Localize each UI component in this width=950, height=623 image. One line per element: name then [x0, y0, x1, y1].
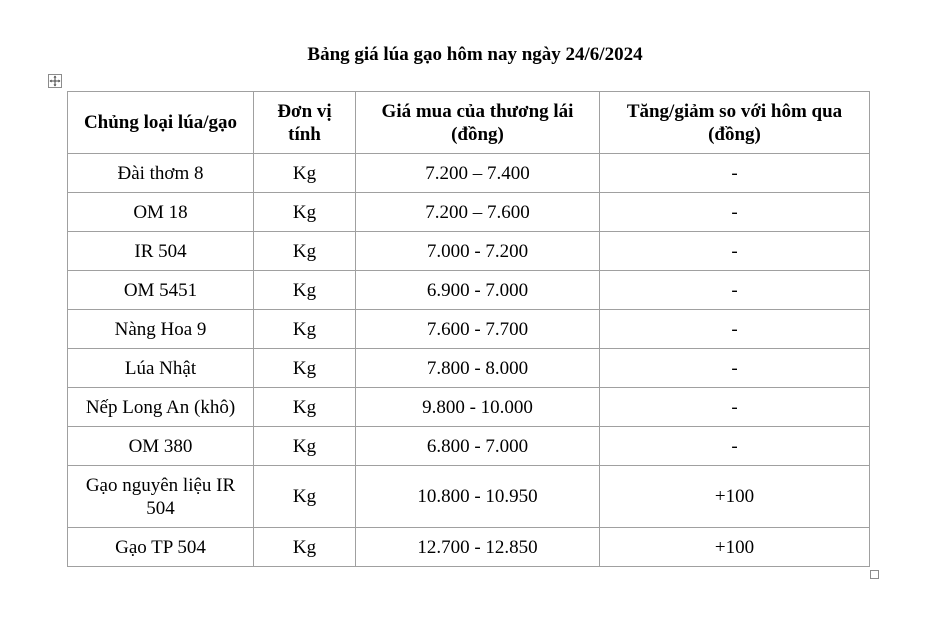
- unit-cell: Kg: [254, 528, 356, 566]
- unit-cell: Kg: [254, 310, 356, 349]
- table-row: [68, 427, 869, 466]
- table-resize-handle-icon[interactable]: [870, 570, 879, 579]
- change-cell: -: [600, 427, 869, 466]
- table-row: [68, 349, 869, 388]
- header-change: Tăng/giảm so với hôm qua (đồng): [600, 92, 869, 154]
- unit-cell: Kg: [254, 388, 356, 427]
- table-row: [68, 528, 869, 566]
- table-row: [68, 154, 869, 193]
- header-variety: Chủng loại lúa/gạo: [68, 92, 254, 154]
- table-row: [68, 193, 869, 232]
- change-cell: -: [600, 388, 869, 427]
- unit-cell: Kg: [254, 271, 356, 310]
- price-cell: 10.800 - 10.950: [356, 466, 600, 528]
- variety-cell: Nàng Hoa 9: [68, 310, 254, 349]
- change-cell: -: [600, 232, 869, 271]
- unit-cell: Kg: [254, 349, 356, 388]
- variety-cell: Gạo nguyên liệu IR 504: [68, 466, 254, 528]
- change-cell: -: [600, 349, 869, 388]
- variety-cell: OM 380: [68, 427, 254, 466]
- header-unit: Đơn vị tính: [254, 92, 356, 154]
- change-cell: -: [600, 154, 869, 193]
- change-cell: -: [600, 271, 869, 310]
- price-cell: 12.700 - 12.850: [356, 528, 600, 566]
- variety-cell: Gạo TP 504: [68, 528, 254, 566]
- unit-cell: Kg: [254, 232, 356, 271]
- unit-cell: Kg: [254, 154, 356, 193]
- table-header-row: [68, 92, 869, 154]
- change-cell: +100: [714, 536, 755, 558]
- variety-cell: IR 504: [68, 232, 254, 271]
- change-cell: -: [600, 193, 869, 232]
- change-cell: -: [600, 310, 869, 349]
- unit-cell: Kg: [254, 427, 356, 466]
- header-buy-price: Giá mua của thương lái (đồng): [356, 92, 600, 154]
- price-cell: 7.200 – 7.400: [356, 154, 600, 193]
- price-cell: 9.800 - 10.000: [356, 388, 600, 427]
- variety-cell: Nếp Long An (khô): [68, 388, 254, 427]
- variety-cell: OM 5451: [68, 271, 254, 310]
- table-row: [68, 310, 869, 349]
- change-cell: +100: [600, 466, 869, 528]
- table-move-handle-icon[interactable]: [48, 74, 62, 88]
- variety-cell: Lúa Nhật: [68, 349, 254, 388]
- price-cell: 6.800 - 7.000: [356, 427, 600, 466]
- page-title: Bảng giá lúa gạo hôm nay ngày 24/6/2024: [307, 44, 643, 65]
- unit-cell: Kg: [254, 466, 356, 528]
- price-cell: 6.900 - 7.000: [356, 271, 600, 310]
- unit-cell: Kg: [254, 193, 356, 232]
- price-cell: 7.600 - 7.700: [356, 310, 600, 349]
- variety-cell: Đài thơm 8: [68, 154, 254, 193]
- variety-cell: OM 18: [68, 193, 254, 232]
- price-cell: 7.800 - 8.000: [356, 349, 600, 388]
- table-row: [68, 466, 869, 528]
- price-cell: 7.000 - 7.200: [356, 232, 600, 271]
- table-row: [68, 232, 869, 271]
- table-row: [68, 388, 869, 427]
- rice-price-table: [67, 91, 870, 567]
- table-row: [68, 271, 869, 310]
- price-cell: 7.200 – 7.600: [356, 193, 600, 232]
